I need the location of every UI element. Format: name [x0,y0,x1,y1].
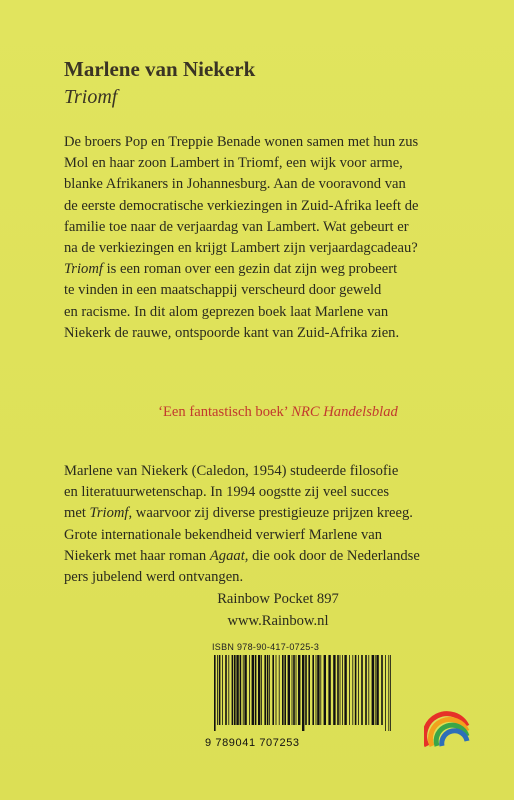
bio-line: Grote internationale bekendheid verwierf Marlene van [64,526,383,543]
blurb-line: Niekerk de rauwe, ontspoorde kant van Zuid-Afrika zien. [64,324,400,341]
bio-title-ref: Triomf, [89,505,133,522]
publisher-website: www.Rainbow.nl [227,613,329,629]
bio-line: en literatuurwetenschap. In 1994 oogstte zij veel succes [64,484,390,501]
blurb-line: familie toe naar de verjaardag van Lambert. Wat gebeurt er [64,218,409,235]
bio-line [64,546,484,567]
blurb-line: en racisme. In dit alom geprezen boek laat Marlene van [64,303,389,320]
bio-text: die ook door de Nederlandse [252,547,420,564]
barcode [212,655,392,731]
review-quote [64,404,492,421]
quote-source: NRC Handelsblad [291,404,398,420]
blurb-line: de eerste democratische verkiezingen in Zuid-Afrika leeft de [64,197,419,214]
blurb-line: blanke Afrikaners in Johannesburg. Aan de vooravond van [64,176,406,193]
series-label: Rainbow Pocket 897 [217,591,339,607]
quote-text: ‘Een fantastisch boek’ [158,404,288,420]
book-title: Triomf [64,86,118,108]
bio-text: waarvoor zij diverse prestigieuze prijzen kreeg. [135,505,413,522]
blurb-line: Mol en haar zoon Lambert in Triomf, een wijk voor arme, [64,155,403,172]
author-bio [64,461,484,588]
blurb-line [64,259,484,280]
publisher-info [64,588,492,632]
blurb-line: na de verkiezingen en krijgt Lambert zijn verjaardagcadeau? [64,240,418,257]
bio-title-ref: Agaat, [209,547,249,564]
blurb-line-rest: is een roman over een gezin dat zijn weg probeert [106,261,398,278]
blurb-title-ref: Triomf [64,261,103,278]
bio-line: pers jubelend werd ontvangen. [64,569,244,586]
rainbow-icon [424,702,470,748]
blurb-line: De broers Pop en Treppie Benade wonen samen met hun zus [64,134,419,150]
barcode-digits: 9 789041 707253 [205,737,300,749]
isbn-label: ISBN 978-90-417-0725-3 [212,642,320,652]
bio-text: Niekerk met haar roman [64,547,207,564]
blurb-paragraph [64,132,484,344]
author-name: Marlene van Niekerk [64,57,256,81]
bio-line: Marlene van Niekerk (Caledon, 1954) studeerde filosofie [64,463,399,479]
bio-text: met [64,505,86,522]
bio-line [64,503,484,524]
blurb-line: te vinden in een maatschappij verscheurd door geweld [64,282,382,299]
